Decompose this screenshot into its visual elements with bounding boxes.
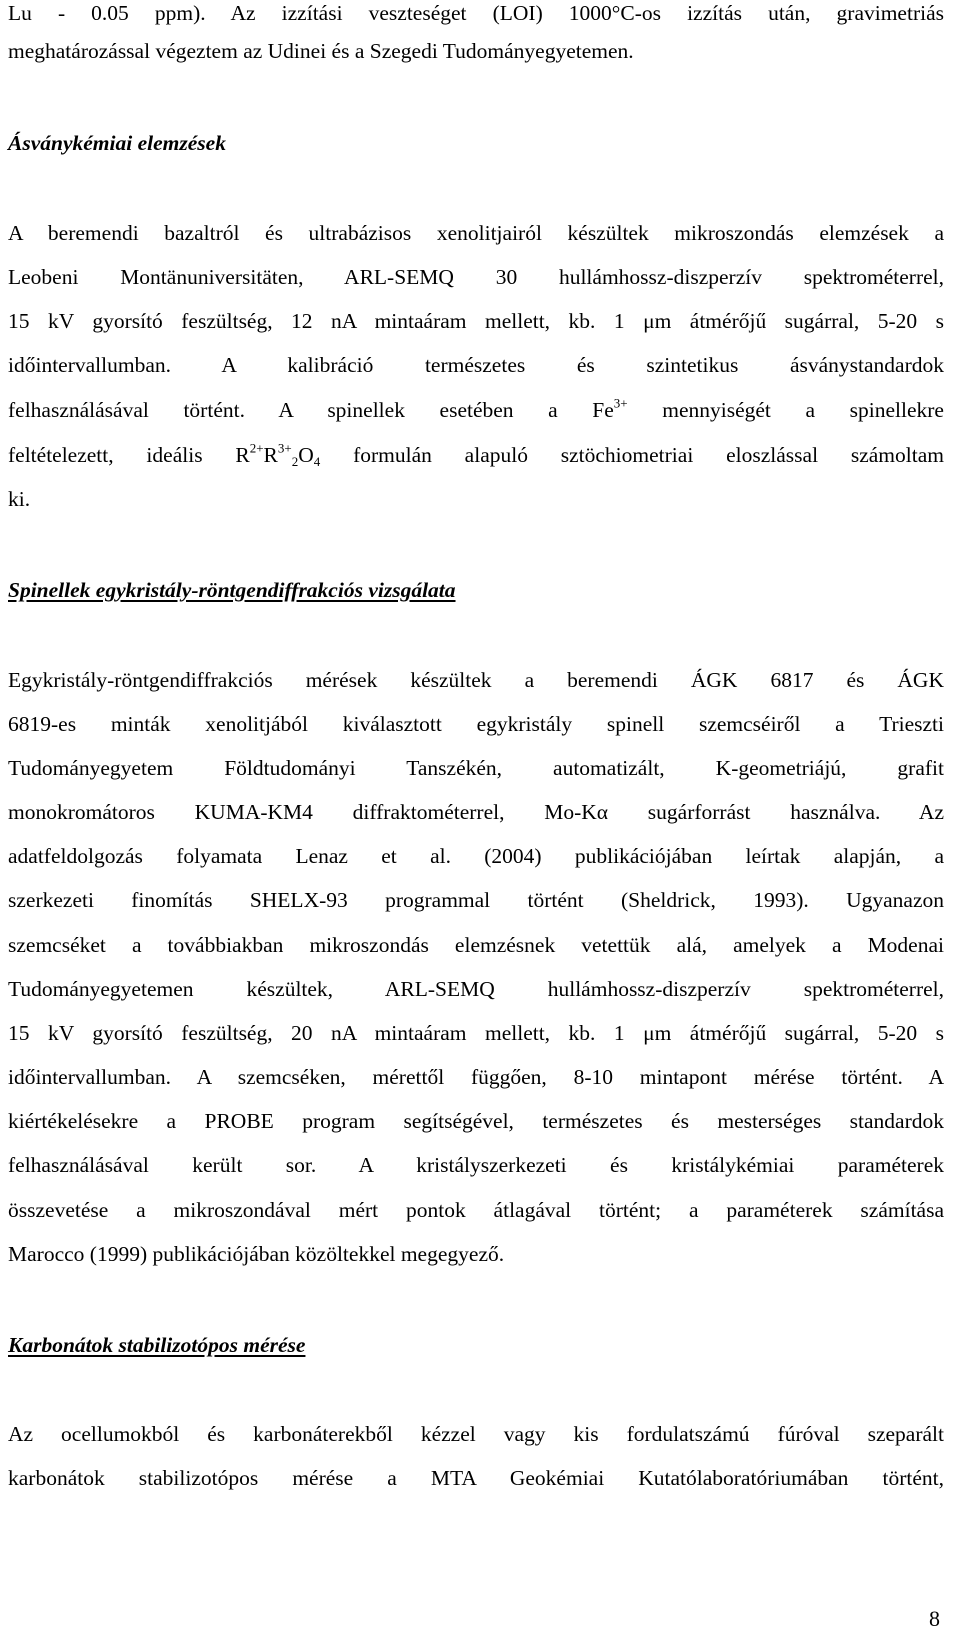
line-segment: feltételezett, ideális R: [8, 443, 250, 467]
line-segment: R: [263, 443, 278, 467]
line-segment: formulán alapuló sztöchiometriai eloszlással számoltam: [320, 443, 944, 467]
paragraph-line: adatfeldolgozás folyamata Lenaz et al. (2004) publikációjában leírtak alapján, a: [8, 844, 944, 868]
section-heading-asvanykemiai: Ásványkémiai elemzések: [8, 131, 226, 155]
paragraph-line: Leobeni Montänuniversitäten, ARL-SEMQ 30 hullámhossz-diszperzív spektrométerrel,: [8, 265, 944, 289]
line-segment: felhasználásával történt. A spinellek esetében a Fe: [8, 398, 614, 422]
section-heading-spinellek: Spinellek egykristály-röntgendiffrakciós vizsgálata: [8, 578, 456, 602]
subscript: 4: [313, 453, 321, 469]
paragraph-line: Lu - 0.05 ppm). Az izzítási veszteséget (LOI) 1000°C-os izzítás után, gravimetriás: [8, 1, 944, 25]
paragraph-line: összevetése a mikroszondával mért pontok átlagával történt; a paraméterek számítása: [8, 1198, 944, 1222]
paragraph-line: [8, 395, 944, 425]
paragraph-line: karbonátok stabilizotópos mérése a MTA Geokémiai Kutatólaboratóriumában történt,: [8, 1466, 944, 1490]
paragraph-line: meghatározással végeztem az Udinei és a Szegedi Tudományegyetemen.: [8, 39, 634, 63]
line-segment: mennyiségét a spinellekre: [627, 398, 944, 422]
paragraph-line: időintervallumban. A kalibráció természetes és szintetikus ásványstandardok: [8, 353, 944, 377]
paragraph-line: felhasználásával került sor. A kristályszerkezeti és kristálykémiai paraméterek: [8, 1153, 944, 1177]
paragraph-line: szerkezeti finomítás SHELX-93 programmal történt (Sheldrick, 1993). Ugyanazon: [8, 888, 944, 912]
superscript: 3+: [277, 440, 292, 456]
paragraph-line: időintervallumban. A szemcséken, mérettől függően, 8-10 mintapont mérése történt. A: [8, 1065, 944, 1089]
paragraph-line: szemcséket a továbbiakban mikroszondás elemzésnek vetettük alá, amelyek a Modenai: [8, 933, 944, 957]
paragraph-line: Tudományegyetem Földtudományi Tanszékén, automatizált, K-geometriájú, grafit: [8, 756, 944, 780]
paragraph-line: A beremendi bazaltról és ultrabázisos xenolitjairól készültek mikroszondás elemzések a: [8, 221, 944, 245]
superscript: 2+: [249, 440, 264, 456]
paragraph-line: Marocco (1999) publikációjában közöltekkel megegyező.: [8, 1242, 505, 1266]
paragraph-line: kiértékelésekre a PROBE program segítségével, természetes és mesterséges standardok: [8, 1109, 944, 1133]
paragraph-line: ki.: [8, 487, 31, 511]
paragraph-line: 15 kV gyorsító feszültség, 12 nA mintaáram mellett, kb. 1 μm átmérőjű sugárral, 5-20 s: [8, 309, 944, 333]
section-heading-karbonatok: Karbonátok stabilizotópos mérése: [8, 1333, 306, 1357]
paragraph-line: Az ocellumokból és karbonáterekből kézzel vagy kis fordulatszámú fúróval szeparált: [8, 1422, 944, 1446]
page-number: 8: [929, 1606, 940, 1631]
paragraph-line: [8, 440, 944, 470]
paragraph-line: Egykristály-röntgendiffrakciós mérések készültek a beremendi ÁGK 6817 és ÁGK: [8, 668, 944, 692]
subscript: 2: [291, 453, 299, 469]
paragraph-line: monokromátoros KUMA-KM4 diffraktométerrel, Mo-Kα sugárforrást használva. Az: [8, 800, 944, 824]
paragraph-line: 15 kV gyorsító feszültség, 20 nA mintaáram mellett, kb. 1 μm átmérőjű sugárral, 5-20 s: [8, 1021, 944, 1045]
line-segment: O: [298, 443, 314, 467]
superscript: 3+: [613, 395, 628, 411]
paragraph-line: Tudományegyetemen készültek, ARL-SEMQ hullámhossz-diszperzív spektrométerrel,: [8, 977, 944, 1001]
paragraph-line: 6819-es minták xenolitjából kiválasztott egykristály spinell szemcséiről a Trieszti: [8, 712, 944, 736]
